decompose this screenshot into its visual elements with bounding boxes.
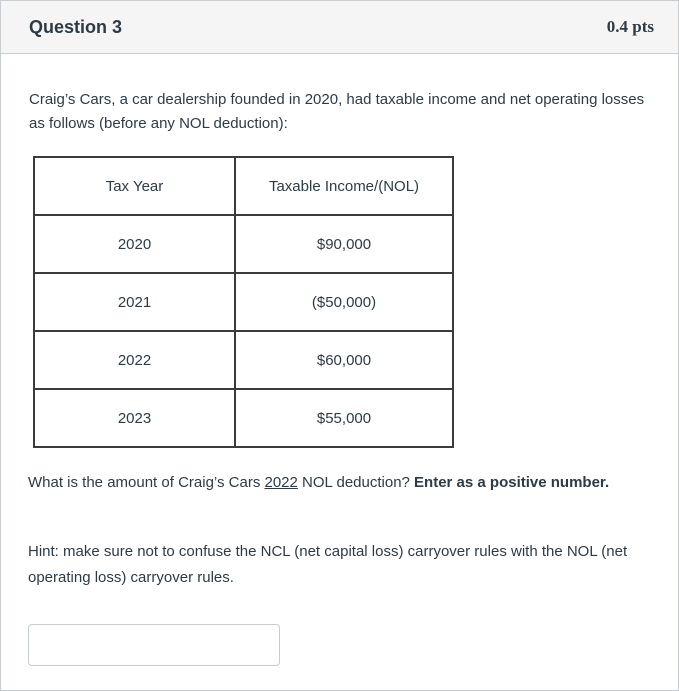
question-header bbox=[1, 1, 678, 54]
table-row bbox=[34, 331, 453, 389]
prompt-instruction: Enter as a positive number. bbox=[414, 474, 610, 491]
answer-input[interactable] bbox=[28, 624, 280, 666]
question-intro: Craig’s Cars, a car dealership founded in 2020, had taxable income and net operating losses as follows (before any NOL deduction): bbox=[29, 91, 645, 132]
table-row bbox=[34, 389, 453, 447]
prompt-text-after: NOL deduction? bbox=[297, 474, 415, 491]
table-header-row bbox=[34, 157, 453, 215]
table-cell-amount: ($50,000) bbox=[235, 273, 453, 331]
table-cell-amount: $90,000 bbox=[235, 215, 453, 273]
prompt-text: What is the amount of Craig’s Cars bbox=[28, 474, 265, 491]
table-row bbox=[34, 273, 453, 331]
question-prompt bbox=[28, 470, 628, 496]
table-cell-year: 2023 bbox=[34, 389, 235, 447]
table-cell-amount: $60,000 bbox=[235, 331, 453, 389]
table-header-tax-year: Tax Year bbox=[34, 157, 235, 215]
question-points: 0.4 pts bbox=[606, 17, 654, 36]
table-header-taxable-income: Taxable Income/(NOL) bbox=[235, 157, 453, 215]
question-hint: Hint: make sure not to confuse the NCL (net capital loss) carryover rules with the NOL (net operating loss) carryover rules. bbox=[28, 543, 628, 586]
question-title: Question 3 bbox=[29, 16, 123, 37]
table-cell-amount: $55,000 bbox=[235, 389, 453, 447]
question-body bbox=[1, 88, 678, 136]
table-cell-year: 2021 bbox=[34, 273, 235, 331]
income-table bbox=[33, 156, 454, 448]
prompt-year: 2022 bbox=[264, 474, 298, 491]
table-cell-year: 2022 bbox=[34, 331, 235, 389]
table-row bbox=[34, 215, 453, 273]
table-cell-year: 2020 bbox=[34, 215, 235, 273]
